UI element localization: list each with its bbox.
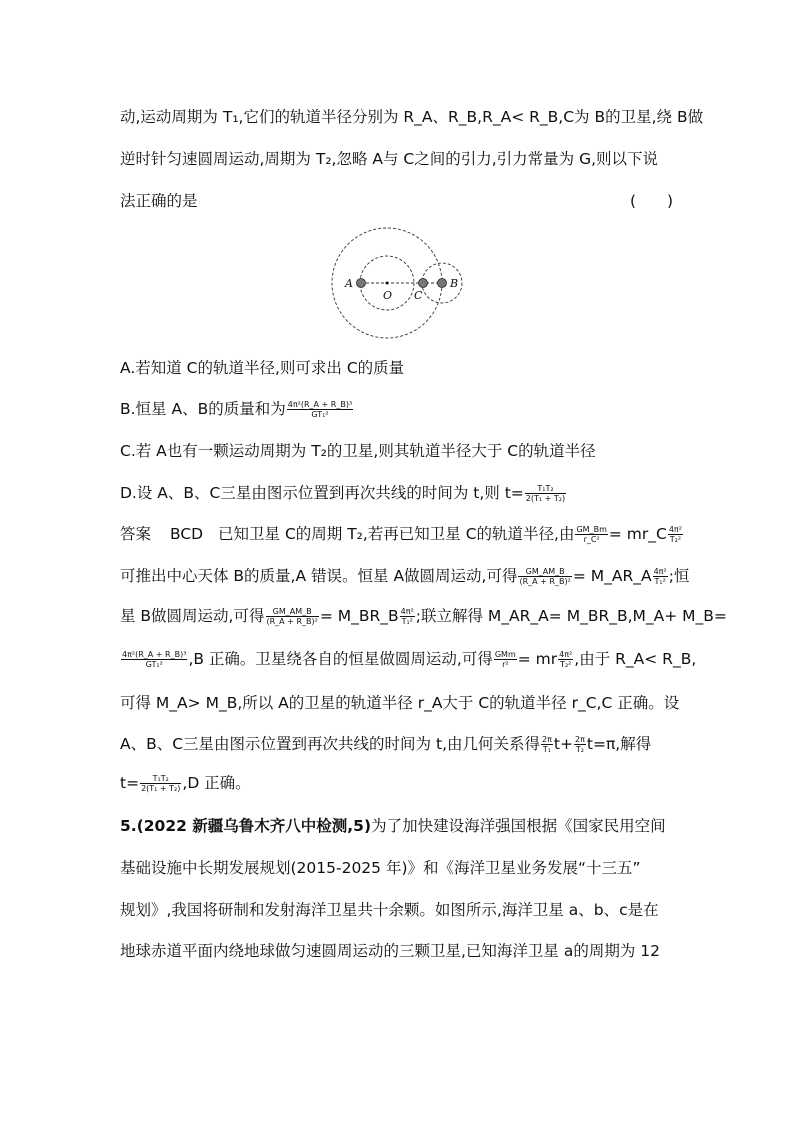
answer-line-4	[120, 648, 697, 670]
frac-num: GM_AM_B	[518, 567, 571, 577]
option-d-fraction	[525, 484, 566, 503]
answer-line-7-prefix: t=	[120, 774, 140, 792]
answer-line-4-tail: ,由于 R_A< R_B,	[574, 650, 697, 668]
frac-num: 2π	[574, 735, 585, 744]
option-d	[120, 482, 680, 504]
answer-line-2-eq: = M_AR_A	[572, 567, 652, 585]
frac-num: 4π²	[653, 567, 667, 576]
answer-line-3	[120, 605, 727, 627]
satellite-c	[419, 279, 428, 288]
star-b	[438, 279, 447, 288]
frac-den: r²	[502, 660, 509, 669]
frac-den: GT₁²	[145, 660, 163, 669]
frac-den: T₁²	[654, 577, 666, 586]
star-a	[357, 279, 366, 288]
answer-line-6-text: A、B、C三星由图示位置到再次共线的时间为 t,由几何关系得	[120, 735, 540, 753]
frac-num: GM_AM_B	[266, 607, 319, 617]
answer-line-4-frac-2	[494, 650, 517, 669]
option-b-fraction	[287, 400, 353, 419]
frac-den: T₁	[542, 745, 551, 754]
answer-line-3-text: 星 B做圆周运动,可得	[120, 607, 265, 625]
q5-header: 5.(2022 新疆乌鲁木齐八中检测,5)	[120, 817, 372, 835]
q5-line-2: 基础设施中长期发展规划(2015-2025 年)》和《海洋卫星业务发展“十三五”	[120, 859, 641, 877]
answer-line-6-frac-2	[574, 735, 586, 754]
answer-line-6-tail: t=π,解得	[586, 735, 652, 753]
answer-paren: ( )	[630, 192, 674, 210]
option-d-text: D.设 A、B、C三星由图示位置到再次共线的时间为 t,则 t=	[120, 484, 524, 502]
answer-line-4-text: ,B 正确。卫星绕各自的恒星做圆周运动,可得	[188, 650, 493, 668]
answer-line-1-eq: = mr_C	[608, 525, 667, 543]
option-d-num: T₁T₂	[525, 484, 566, 494]
option-d-den: 2(T₁ + T₂)	[525, 494, 566, 503]
answer-line-2	[120, 565, 690, 587]
label-c: C	[414, 289, 423, 302]
answer-line-1	[120, 523, 680, 545]
frac-den: T₁²	[401, 617, 413, 626]
frac-num: GM_Bm	[576, 525, 607, 534]
answer-line-4-eq: = mr	[517, 650, 558, 668]
option-b-den: GT₁²	[311, 410, 329, 419]
answer-line-5: 可得 M_A> M_B,所以 A的卫星的轨道半径 r_A大于 C的轨道半径 r_C,C 正确。设	[120, 694, 680, 712]
option-b-text: B.恒星 A、B的质量和为	[120, 400, 286, 418]
frac-den: 2(T₁ + T₂)	[141, 784, 181, 793]
frac-den: r_C²	[583, 535, 600, 544]
answer-line-3-frac-1	[266, 607, 319, 626]
frac-num: T₁T₂	[140, 774, 181, 784]
answer-line-2-frac-2	[653, 567, 668, 586]
q4-line-2: 逆时针匀速圆周运动,周期为 T₂,忽略 A与 C之间的引力,引力常量为 G,则以下说	[120, 150, 659, 168]
answer-line-2-text: 可推出中心天体 B的质量,A 错误。恒星 A做圆周运动,可得	[120, 567, 518, 585]
q5-line-3: 规划》,我国将研制和发射海洋卫星共十余颗。如图所示,海洋卫星 a、b、c是在	[120, 901, 659, 919]
q5-line-1	[120, 815, 680, 837]
answer-line-3-eq: = M_BR_B	[319, 607, 399, 625]
orbit-diagram-svg	[330, 226, 470, 342]
frac-den: T₂²	[560, 660, 572, 669]
label-o: O	[383, 289, 393, 302]
answer-line-7	[120, 772, 680, 794]
answer-line-1-text: 已知卫星 C的周期 T₂,若再已知卫星 C的轨道半径,由	[218, 525, 575, 543]
frac-num: 2π	[542, 735, 552, 744]
q5-line-4: 地球赤道平面内绕地球做匀速圆周运动的三颗卫星,已知海洋卫星 a的周期为 12	[120, 942, 661, 960]
answer-line-2-frac-1	[518, 567, 571, 586]
answer-line-6-mid: t+	[553, 735, 573, 753]
answer-label: 答案	[120, 525, 152, 543]
answer-value: BCD	[169, 525, 204, 543]
q4-line-1: 动,运动周期为 T₁,它们的轨道半径分别为 R_A、R_B,R_A< R_B,C为 B的卫星,绕 B做	[120, 108, 704, 126]
q4-line-3	[120, 190, 680, 212]
orbit-diagram	[330, 226, 470, 342]
option-c: C.若 A也有一颗运动周期为 T₂的卫星,则其轨道半径大于 C的轨道半径	[120, 442, 596, 460]
label-b: B	[450, 277, 459, 290]
option-a: A.若知道 C的轨道半径,则可求出 C的质量	[120, 359, 405, 377]
frac-num: 4π²	[668, 525, 682, 534]
answer-line-6	[120, 733, 680, 755]
answer-line-1-frac-1	[575, 525, 607, 544]
center-o	[386, 282, 389, 285]
q5-line-1-rest: 为了加快建设海洋强国根据《国家民用空间	[371, 817, 666, 835]
frac-num: GMm	[494, 650, 516, 659]
frac-num: 4π²	[559, 650, 573, 659]
answer-line-3-frac-2	[400, 607, 415, 626]
answer-line-7-frac	[140, 774, 181, 793]
answer-line-4-frac-3	[558, 650, 573, 669]
frac-num: 4π²(R_A + R_B)³	[122, 650, 187, 659]
answer-line-3-tail: ;联立解得 M_AR_A= M_BR_B,M_A+ M_B=	[415, 607, 727, 625]
option-b	[120, 398, 680, 420]
q4-line-3-text: 法正确的是	[120, 192, 198, 210]
label-a: A	[345, 277, 353, 290]
frac-num: 4π²	[400, 607, 414, 616]
answer-line-2-tail: ;恒	[668, 567, 690, 585]
answer-line-1-frac-2	[668, 525, 683, 544]
frac-den: (R_A + R_B)²	[266, 617, 318, 626]
option-b-num: 4π²(R_A + R_B)³	[287, 400, 353, 409]
answer-line-6-frac-1	[541, 735, 553, 754]
answer-line-7-tail: ,D 正确。	[182, 774, 251, 792]
frac-den: (R_A + R_B)²	[519, 577, 571, 586]
frac-den: T₂	[575, 745, 584, 754]
frac-den: T₂²	[669, 535, 682, 544]
answer-line-4-frac-1	[121, 650, 187, 669]
